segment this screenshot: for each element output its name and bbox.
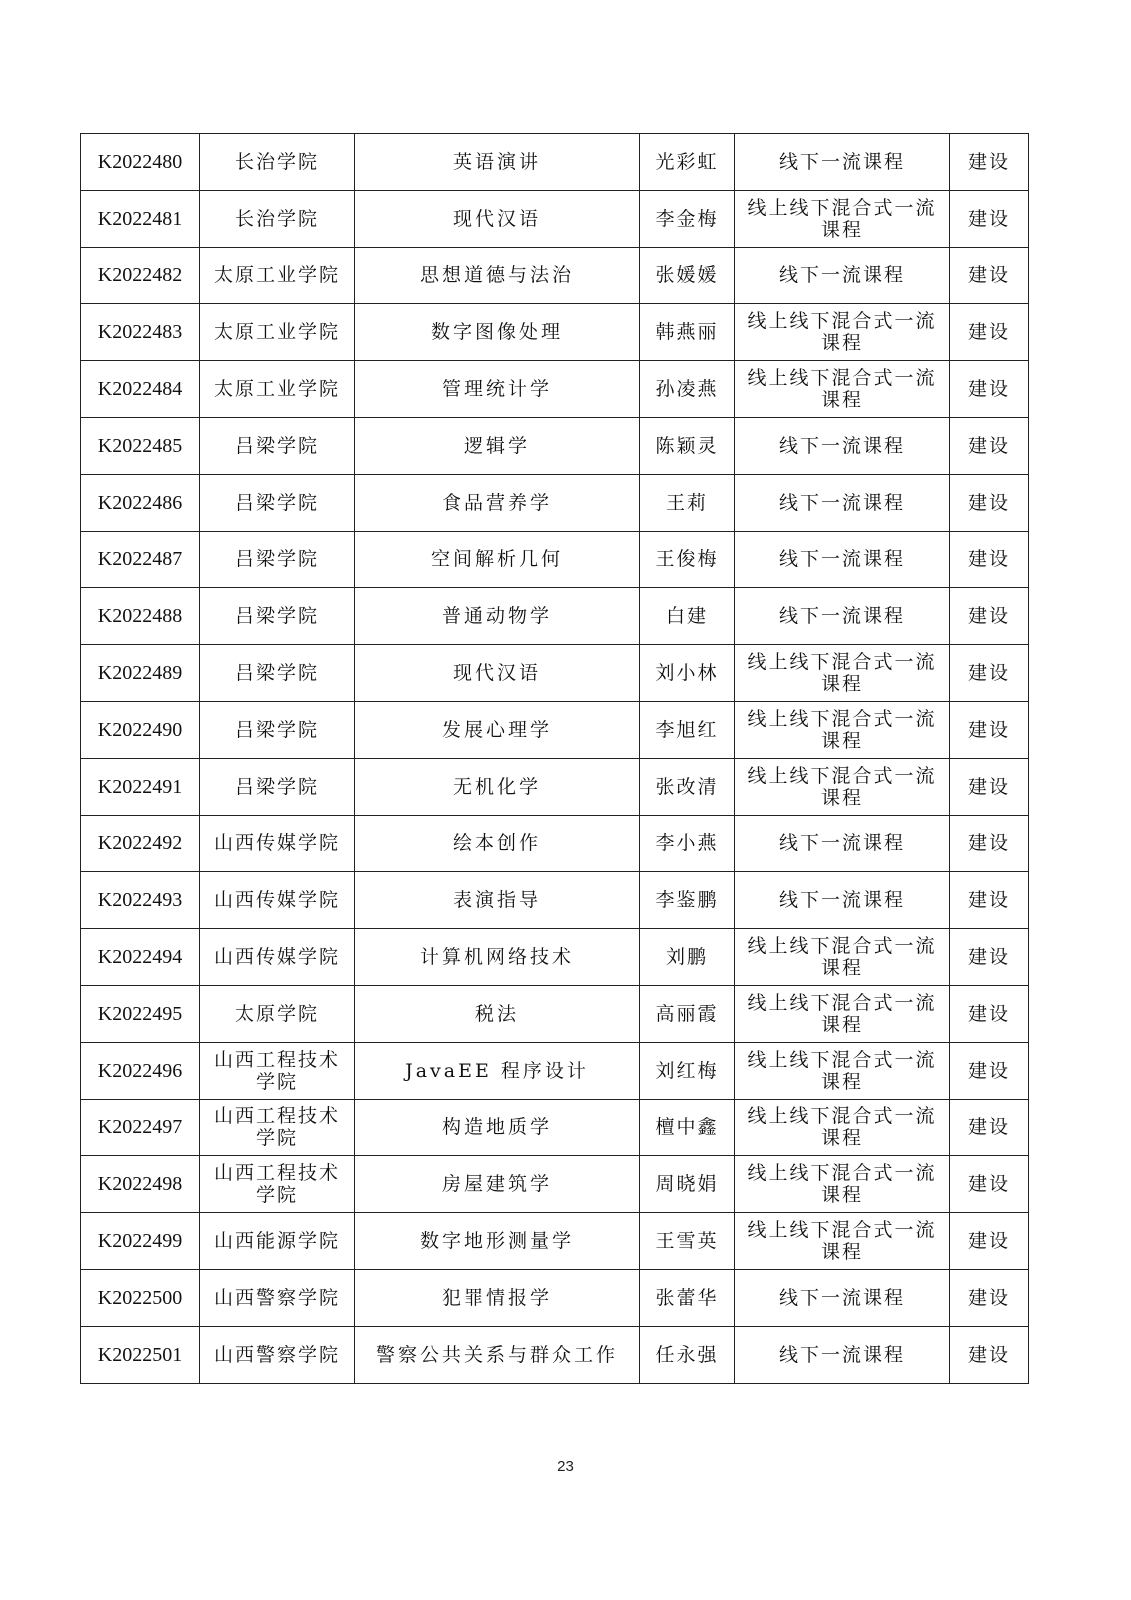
school-cell: 山西传媒学院: [200, 929, 355, 986]
table-row: [81, 1213, 1029, 1270]
school-cell: 山西工程技术学院: [200, 1099, 355, 1156]
course-id-cell: K2022499: [81, 1213, 200, 1270]
leader-cell: 王莉: [640, 474, 735, 531]
course-type-cell: 线上线下混合式一流课程: [735, 1042, 950, 1099]
status-cell: 建设: [950, 985, 1029, 1042]
table-row: [81, 1156, 1029, 1213]
course-name-cell: 无机化学: [355, 758, 640, 815]
course-id-cell: K2022485: [81, 417, 200, 474]
table-row: [81, 872, 1029, 929]
leader-cell: 刘小林: [640, 645, 735, 702]
course-type-cell: 线下一流课程: [735, 247, 950, 304]
course-id-cell: K2022486: [81, 474, 200, 531]
table-row: [81, 758, 1029, 815]
course-type-cell: 线上线下混合式一流课程: [735, 1213, 950, 1270]
school-cell: 山西工程技术学院: [200, 1042, 355, 1099]
table-row: [81, 701, 1029, 758]
course-id-cell: K2022489: [81, 645, 200, 702]
status-cell: 建设: [950, 474, 1029, 531]
status-cell: 建设: [950, 304, 1029, 361]
course-name-cell: 食品营养学: [355, 474, 640, 531]
status-cell: 建设: [950, 417, 1029, 474]
leader-cell: 韩燕丽: [640, 304, 735, 361]
status-cell: 建设: [950, 531, 1029, 588]
school-cell: 长治学院: [200, 190, 355, 247]
course-id-cell: K2022490: [81, 701, 200, 758]
table-body: [81, 134, 1029, 1384]
leader-cell: 檀中鑫: [640, 1099, 735, 1156]
school-cell: 山西警察学院: [200, 1269, 355, 1326]
course-name-cell: 犯罪情报学: [355, 1269, 640, 1326]
school-cell: 山西传媒学院: [200, 815, 355, 872]
leader-cell: 张媛媛: [640, 247, 735, 304]
course-name-cell: 现代汉语: [355, 645, 640, 702]
school-cell: 吕梁学院: [200, 474, 355, 531]
status-cell: 建设: [950, 190, 1029, 247]
school-cell: 吕梁学院: [200, 588, 355, 645]
table-row: [81, 304, 1029, 361]
leader-cell: 王俊梅: [640, 531, 735, 588]
course-id-cell: K2022495: [81, 985, 200, 1042]
course-type-cell: 线下一流课程: [735, 134, 950, 191]
table-row: [81, 247, 1029, 304]
leader-cell: 李金梅: [640, 190, 735, 247]
leader-cell: 张蕾华: [640, 1269, 735, 1326]
status-cell: 建设: [950, 758, 1029, 815]
table-row: [81, 134, 1029, 191]
school-cell: 吕梁学院: [200, 758, 355, 815]
table-row: [81, 190, 1029, 247]
course-name-cell: 税法: [355, 985, 640, 1042]
school-cell: 吕梁学院: [200, 701, 355, 758]
course-type-cell: 线上线下混合式一流课程: [735, 361, 950, 418]
course-id-cell: K2022488: [81, 588, 200, 645]
school-cell: 山西能源学院: [200, 1213, 355, 1270]
school-cell: 太原工业学院: [200, 361, 355, 418]
course-id-cell: K2022483: [81, 304, 200, 361]
status-cell: 建设: [950, 1269, 1029, 1326]
course-id-cell: K2022501: [81, 1326, 200, 1383]
course-name-cell: 逻辑学: [355, 417, 640, 474]
status-cell: 建设: [950, 1099, 1029, 1156]
course-type-cell: 线上线下混合式一流课程: [735, 758, 950, 815]
course-name-cell: 绘本创作: [355, 815, 640, 872]
table-row: [81, 929, 1029, 986]
page-number: 23: [557, 1458, 574, 1475]
table-row: [81, 474, 1029, 531]
status-cell: 建设: [950, 645, 1029, 702]
course-type-cell: 线下一流课程: [735, 872, 950, 929]
status-cell: 建设: [950, 588, 1029, 645]
course-id-cell: K2022496: [81, 1042, 200, 1099]
course-id-cell: K2022491: [81, 758, 200, 815]
course-id-cell: K2022493: [81, 872, 200, 929]
course-type-cell: 线上线下混合式一流课程: [735, 190, 950, 247]
table-row: [81, 1099, 1029, 1156]
leader-cell: 光彩虹: [640, 134, 735, 191]
leader-cell: 李小燕: [640, 815, 735, 872]
status-cell: 建设: [950, 701, 1029, 758]
course-name-cell: 计算机网络技术: [355, 929, 640, 986]
course-name-cell: 英语演讲: [355, 134, 640, 191]
course-name-cell: 现代汉语: [355, 190, 640, 247]
course-name-cell: 警察公共关系与群众工作: [355, 1326, 640, 1383]
school-cell: 山西工程技术学院: [200, 1156, 355, 1213]
course-type-cell: 线下一流课程: [735, 588, 950, 645]
course-name-cell: 发展心理学: [355, 701, 640, 758]
course-id-cell: K2022484: [81, 361, 200, 418]
school-cell: 吕梁学院: [200, 417, 355, 474]
school-cell: 长治学院: [200, 134, 355, 191]
table-row: [81, 815, 1029, 872]
school-cell: 太原工业学院: [200, 247, 355, 304]
school-cell: 吕梁学院: [200, 645, 355, 702]
course-id-cell: K2022482: [81, 247, 200, 304]
course-type-cell: 线上线下混合式一流课程: [735, 1099, 950, 1156]
course-type-cell: 线上线下混合式一流课程: [735, 645, 950, 702]
status-cell: 建设: [950, 1326, 1029, 1383]
course-name-cell: 构造地质学: [355, 1099, 640, 1156]
status-cell: 建设: [950, 872, 1029, 929]
course-type-cell: 线下一流课程: [735, 474, 950, 531]
leader-cell: 刘红梅: [640, 1042, 735, 1099]
course-name-cell: JavaEE 程序设计: [355, 1042, 640, 1099]
course-type-cell: 线上线下混合式一流课程: [735, 929, 950, 986]
course-id-cell: K2022480: [81, 134, 200, 191]
course-name-cell: 数字图像处理: [355, 304, 640, 361]
table-row: [81, 985, 1029, 1042]
table-row: [81, 417, 1029, 474]
course-name-cell: 管理统计学: [355, 361, 640, 418]
course-type-cell: 线下一流课程: [735, 417, 950, 474]
course-type-cell: 线下一流课程: [735, 1269, 950, 1326]
course-id-cell: K2022497: [81, 1099, 200, 1156]
course-id-cell: K2022494: [81, 929, 200, 986]
leader-cell: 刘鹏: [640, 929, 735, 986]
course-type-cell: 线上线下混合式一流课程: [735, 985, 950, 1042]
table-row: [81, 1042, 1029, 1099]
leader-cell: 王雪英: [640, 1213, 735, 1270]
course-id-cell: K2022498: [81, 1156, 200, 1213]
course-type-cell: 线下一流课程: [735, 1326, 950, 1383]
school-cell: 吕梁学院: [200, 531, 355, 588]
leader-cell: 任永强: [640, 1326, 735, 1383]
table-row: [81, 531, 1029, 588]
table-row: [81, 1326, 1029, 1383]
course-id-cell: K2022487: [81, 531, 200, 588]
course-id-cell: K2022481: [81, 190, 200, 247]
course-id-cell: K2022492: [81, 815, 200, 872]
course-type-cell: 线下一流课程: [735, 815, 950, 872]
course-type-cell: 线上线下混合式一流课程: [735, 701, 950, 758]
status-cell: 建设: [950, 361, 1029, 418]
status-cell: 建设: [950, 929, 1029, 986]
course-name-cell: 表演指导: [355, 872, 640, 929]
school-cell: 山西警察学院: [200, 1326, 355, 1383]
school-cell: 太原学院: [200, 985, 355, 1042]
course-name-cell: 房屋建筑学: [355, 1156, 640, 1213]
table-row: [81, 645, 1029, 702]
leader-cell: 陈颖灵: [640, 417, 735, 474]
course-type-cell: 线上线下混合式一流课程: [735, 304, 950, 361]
leader-cell: 高丽霞: [640, 985, 735, 1042]
status-cell: 建设: [950, 815, 1029, 872]
course-type-cell: 线下一流课程: [735, 531, 950, 588]
table-row: [81, 588, 1029, 645]
course-name-cell: 思想道德与法治: [355, 247, 640, 304]
status-cell: 建设: [950, 1042, 1029, 1099]
status-cell: 建设: [950, 247, 1029, 304]
leader-cell: 李鉴鹏: [640, 872, 735, 929]
leader-cell: 李旭红: [640, 701, 735, 758]
course-name-cell: 空间解析几何: [355, 531, 640, 588]
course-id-cell: K2022500: [81, 1269, 200, 1326]
course-type-cell: 线上线下混合式一流课程: [735, 1156, 950, 1213]
status-cell: 建设: [950, 1156, 1029, 1213]
course-name-cell: 数字地形测量学: [355, 1213, 640, 1270]
leader-cell: 周晓娟: [640, 1156, 735, 1213]
table-row: [81, 361, 1029, 418]
school-cell: 山西传媒学院: [200, 872, 355, 929]
leader-cell: 孙凌燕: [640, 361, 735, 418]
status-cell: 建设: [950, 1213, 1029, 1270]
table-row: [81, 1269, 1029, 1326]
school-cell: 太原工业学院: [200, 304, 355, 361]
status-cell: 建设: [950, 134, 1029, 191]
leader-cell: 白建: [640, 588, 735, 645]
course-name-cell: 普通动物学: [355, 588, 640, 645]
leader-cell: 张改清: [640, 758, 735, 815]
course-table: [80, 133, 1029, 1384]
